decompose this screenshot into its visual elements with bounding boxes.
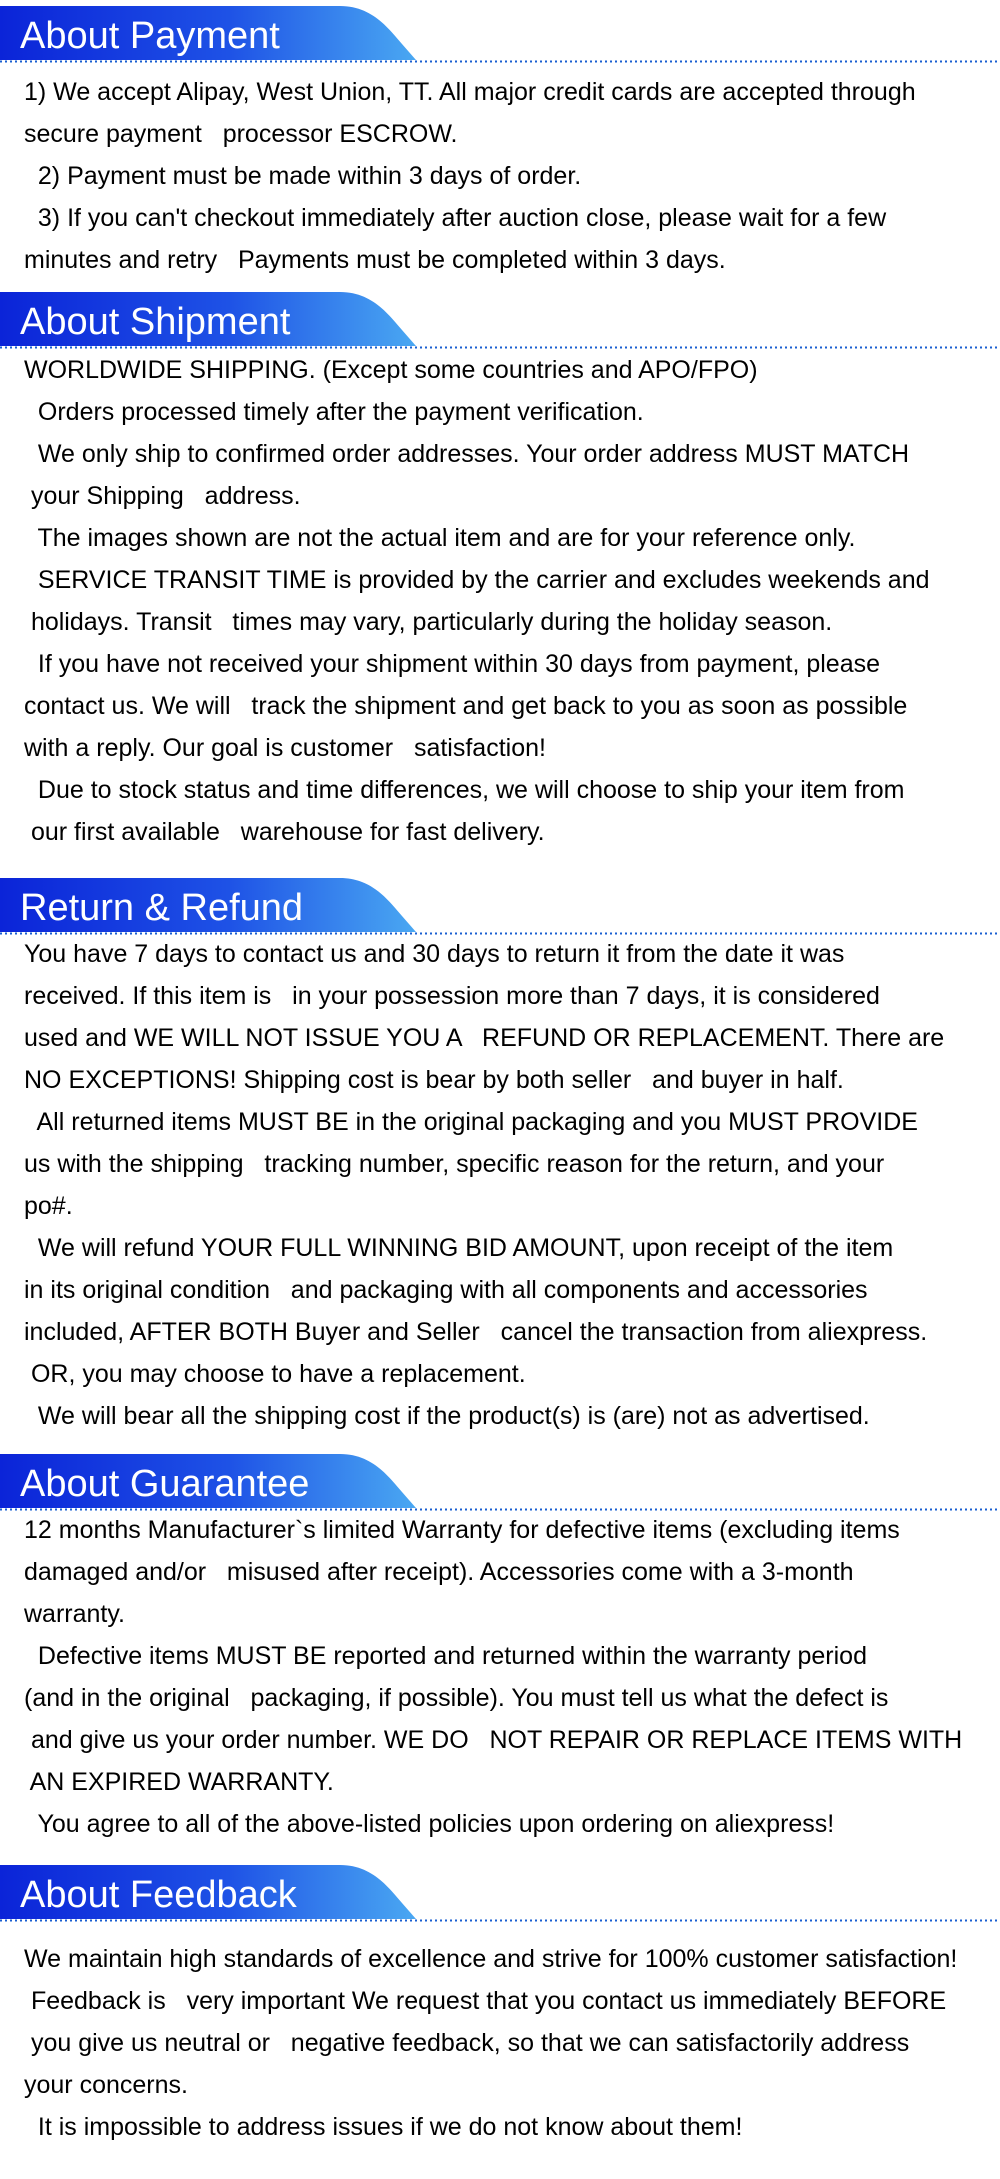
text-line: WORLDWIDE SHIPPING. (Except some countries and APO/FPO) (24, 356, 758, 384)
section-title: About Shipment (20, 301, 291, 343)
text-line: You agree to all of the above-listed policies upon ordering on aliexpress! (24, 1810, 835, 1838)
section-header (0, 1454, 1000, 1512)
text-line: 2) Payment must be made within 3 days of order. (24, 162, 582, 190)
text-line: OR, you may choose to have a replacement. (24, 1360, 526, 1388)
text-line: you give us neutral or negative feedback, so that we can satisfactorily address (24, 2029, 910, 2057)
section-header (0, 292, 1000, 350)
text-line: minutes and retry Payments must be completed within 3 days. (24, 246, 726, 274)
text-line: 3) If you can't checkout immediately after auction close, please wait for a few (24, 204, 887, 232)
section-title: About Feedback (20, 1874, 297, 1916)
section-header (0, 1865, 1000, 1923)
text-line: Defective items MUST BE reported and returned within the warranty period (24, 1642, 867, 1670)
section-title: About Payment (20, 15, 280, 57)
text-line: received. If this item is in your possession more than 7 days, it is considered (24, 982, 880, 1010)
text-line: your concerns. (24, 2071, 188, 2099)
text-line: We will bear all the shipping cost if the product(s) is (are) not as advertised. (24, 1402, 870, 1430)
text-line: and give us your order number. WE DO NOT REPAIR OR REPLACE ITEMS WITH (24, 1726, 963, 1754)
text-line: holidays. Transit times may vary, particularly during the holiday season. (24, 608, 833, 636)
section-title: About Guarantee (20, 1463, 310, 1505)
section-guarantee (0, 1454, 1000, 1838)
text-line: We maintain high standards of excellence and strive for 100% customer satisfaction! (24, 1945, 958, 1973)
text-line: We will refund YOUR FULL WINNING BID AMOUNT, upon receipt of the item (24, 1234, 894, 1262)
text-line: You have 7 days to contact us and 30 days to return it from the date it was (24, 940, 845, 968)
section-header (0, 6, 1000, 64)
text-line: All returned items MUST BE in the original packaging and you MUST PROVIDE (24, 1108, 918, 1136)
text-line: Orders processed timely after the payment verification. (24, 398, 644, 426)
text-line: your Shipping address. (24, 482, 301, 510)
section-feedback (0, 1865, 1000, 2141)
section-shipment (0, 292, 1000, 846)
text-line: AN EXPIRED WARRANTY. (24, 1768, 334, 1796)
text-line: The images shown are not the actual item and are for your reference only. (24, 524, 856, 552)
text-line: damaged and/or misused after receipt). Accessories come with a 3-month (24, 1558, 854, 1586)
text-line: used and WE WILL NOT ISSUE YOU A REFUND OR REPLACEMENT. There are (24, 1024, 945, 1052)
text-line: po#. (24, 1192, 73, 1220)
text-line: with a reply. Our goal is customer satisfaction! (24, 734, 546, 762)
text-line: 1) We accept Alipay, West Union, TT. All major credit cards are accepted through (24, 78, 916, 106)
text-line: 12 months Manufacturer`s limited Warranty for defective items (excluding items (24, 1516, 900, 1544)
text-line: included, AFTER BOTH Buyer and Seller cancel the transaction from aliexpress. (24, 1318, 928, 1346)
text-line: warranty. (24, 1600, 125, 1628)
section-return-refund (0, 878, 1000, 1430)
text-line: (and in the original packaging, if possible). You must tell us what the defect is (24, 1684, 889, 1712)
text-line: us with the shipping tracking number, specific reason for the return, and your (24, 1150, 885, 1178)
text-line: We only ship to confirmed order addresses. Your order address MUST MATCH (24, 440, 910, 468)
section-title: Return & Refund (20, 887, 304, 929)
text-line: secure payment processor ESCROW. (24, 120, 458, 148)
text-line: in its original condition and packaging with all components and accessories (24, 1276, 868, 1304)
text-line: SERVICE TRANSIT TIME is provided by the carrier and excludes weekends and (24, 566, 930, 594)
text-line: If you have not received your shipment within 30 days from payment, please (24, 650, 881, 678)
text-line: It is impossible to address issues if we do not know about them! (24, 2113, 743, 2141)
section-header (0, 878, 1000, 936)
section-payment (0, 6, 1000, 274)
text-line: Feedback is very important We request that you contact us immediately BEFORE (24, 1987, 947, 2015)
text-line: Due to stock status and time differences, we will choose to ship your item from (24, 776, 905, 804)
text-line: NO EXCEPTIONS! Shipping cost is bear by both seller and buyer in half. (24, 1066, 844, 1094)
text-line: our first available warehouse for fast delivery. (24, 818, 545, 846)
text-line: contact us. We will track the shipment and get back to you as soon as possible (24, 692, 908, 720)
